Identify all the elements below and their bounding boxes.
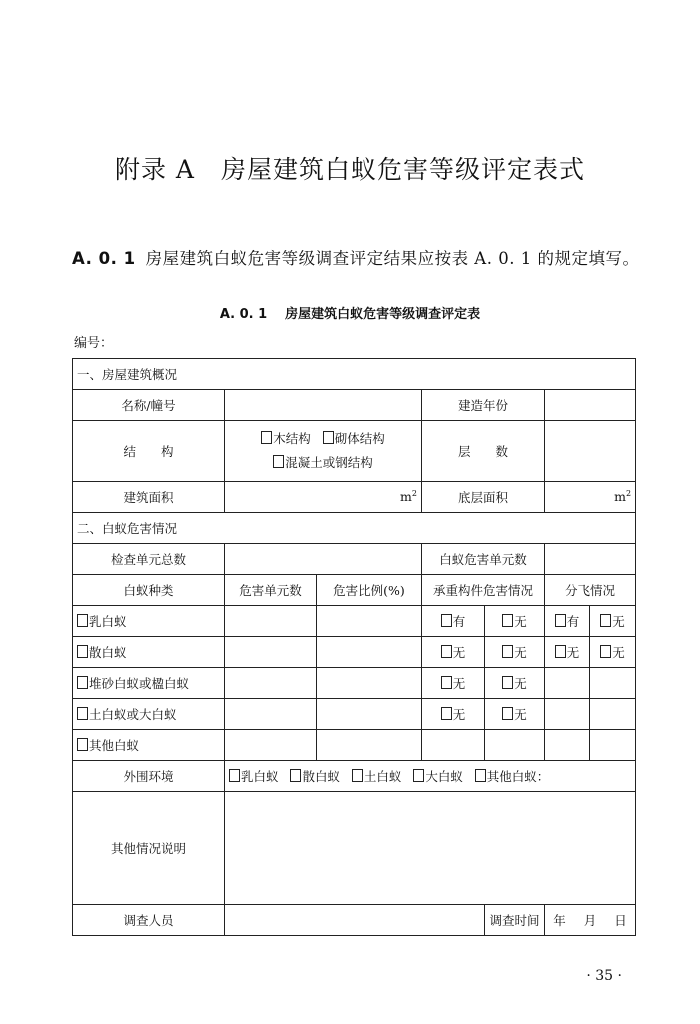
load-bearing-cell (422, 730, 485, 761)
clause-number: A. 0. 1 (72, 249, 136, 268)
section2-title: 二、白蚁危害情况 (73, 513, 636, 544)
floors-field[interactable] (545, 421, 636, 482)
species-checkbox[interactable]: 其他白蚁 (73, 730, 225, 761)
structure-label: 结 构 (73, 421, 225, 482)
damage-ratio-cell[interactable] (317, 730, 422, 761)
damage-units-cell[interactable] (225, 606, 317, 637)
species-checkbox[interactable]: 土白蚁或大白蚁 (73, 699, 225, 730)
header-damage-units: 危害单元数 (225, 575, 317, 606)
swarming-option-1[interactable]: 无 (545, 637, 590, 668)
ground-area-label: 底层面积 (422, 482, 545, 513)
header-damage-ratio: 危害比例(%) (317, 575, 422, 606)
table-title: 房屋建筑白蚁危害等级调查评定表 (285, 307, 481, 322)
area-label: 建筑面积 (73, 482, 225, 513)
header-load-bearing: 承重构件危害情况 (422, 575, 545, 606)
species-row (73, 637, 636, 668)
checkbox-masonry[interactable]: 砌体结构 (323, 431, 385, 446)
species-checkbox[interactable]: 乳白蚁 (73, 606, 225, 637)
load-bearing-option-1[interactable]: 无 (422, 699, 485, 730)
swarming-option-2[interactable]: 无 (590, 637, 636, 668)
env-checkbox-other[interactable]: 其他白蚁： (475, 769, 550, 784)
species-row (73, 668, 636, 699)
damage-units-label: 白蚁危害单元数 (422, 544, 545, 575)
load-bearing-option-2[interactable]: 无 (485, 606, 545, 637)
swarming-cell (590, 730, 636, 761)
appendix-title-text: 房屋建筑白蚁危害等级评定表式 (221, 155, 586, 184)
env-checkbox-odontotermes[interactable]: 土白蚁 (352, 769, 402, 784)
clause-text: 房屋建筑白蚁危害等级调查评定结果应按表 A. 0. 1 的规定填写。 (145, 249, 640, 268)
damage-ratio-cell[interactable] (317, 668, 422, 699)
load-bearing-cell (485, 730, 545, 761)
name-field[interactable] (225, 390, 422, 421)
swarming-cell (590, 699, 636, 730)
load-bearing-option-2[interactable]: 无 (485, 637, 545, 668)
damage-ratio-cell[interactable] (317, 606, 422, 637)
species-checkbox[interactable]: 堆砂白蚁或楹白蚁 (73, 668, 225, 699)
env-checkbox-reticulitermes[interactable]: 散白蚁 (290, 769, 340, 784)
ground-area-field[interactable]: $m^2$ (545, 482, 636, 513)
species-row (73, 699, 636, 730)
swarming-cell (590, 668, 636, 699)
environment-label: 外围环境 (73, 761, 225, 792)
damage-units-cell[interactable] (225, 668, 317, 699)
swarming-option-2[interactable]: 无 (590, 606, 636, 637)
load-bearing-option-2[interactable]: 无 (485, 699, 545, 730)
species-row (73, 730, 636, 761)
serial-label: 编号： (74, 336, 114, 351)
floors-label: 层 数 (422, 421, 545, 482)
table-number: A. 0. 1 (219, 307, 268, 322)
structure-options (225, 421, 422, 482)
page-number: · 35 · (586, 968, 622, 984)
environment-options (225, 761, 636, 792)
year-label: 建造年份 (422, 390, 545, 421)
header-swarming: 分飞情况 (545, 575, 636, 606)
year-field[interactable] (545, 390, 636, 421)
load-bearing-option-1[interactable]: 有 (422, 606, 485, 637)
load-bearing-option-2[interactable]: 无 (485, 668, 545, 699)
env-checkbox-macrotermes[interactable]: 大白蚁 (413, 769, 463, 784)
damage-units-cell[interactable] (225, 637, 317, 668)
checkbox-concrete-steel[interactable]: 混凝土或钢结构 (273, 455, 373, 470)
load-bearing-option-1[interactable]: 无 (422, 668, 485, 699)
assessment-table (72, 358, 636, 936)
inspection-date-field[interactable]: 年 月 日 (545, 905, 636, 936)
other-notes-label: 其他情况说明 (73, 792, 225, 905)
damage-ratio-cell[interactable] (317, 699, 422, 730)
header-species: 白蚁种类 (73, 575, 225, 606)
appendix-label: 附录 A (114, 155, 195, 184)
other-notes-field[interactable] (225, 792, 636, 905)
damage-units-field[interactable] (545, 544, 636, 575)
damage-ratio-cell[interactable] (317, 637, 422, 668)
species-row (73, 606, 636, 637)
damage-units-cell[interactable] (225, 699, 317, 730)
total-units-field[interactable] (225, 544, 422, 575)
species-checkbox[interactable]: 散白蚁 (73, 637, 225, 668)
area-field[interactable]: $m^2$ (225, 482, 422, 513)
inspector-field[interactable] (225, 905, 485, 936)
swarming-cell (545, 699, 590, 730)
total-units-label: 检查单元总数 (73, 544, 225, 575)
section1-title: 一、房屋建筑概况 (73, 359, 636, 390)
table-caption (0, 303, 700, 322)
name-label: 名称/幢号 (73, 390, 225, 421)
load-bearing-option-1[interactable]: 无 (422, 637, 485, 668)
swarming-cell (545, 668, 590, 699)
swarming-option-1[interactable]: 有 (545, 606, 590, 637)
appendix-title (0, 150, 700, 186)
inspection-time-label: 调查时间 (485, 905, 545, 936)
damage-units-cell[interactable] (225, 730, 317, 761)
inspector-label: 调查人员 (73, 905, 225, 936)
env-checkbox-rufipes[interactable]: 乳白蚁 (229, 769, 279, 784)
intro-paragraph (72, 244, 642, 274)
swarming-cell (545, 730, 590, 761)
checkbox-wood[interactable]: 木结构 (261, 431, 311, 446)
